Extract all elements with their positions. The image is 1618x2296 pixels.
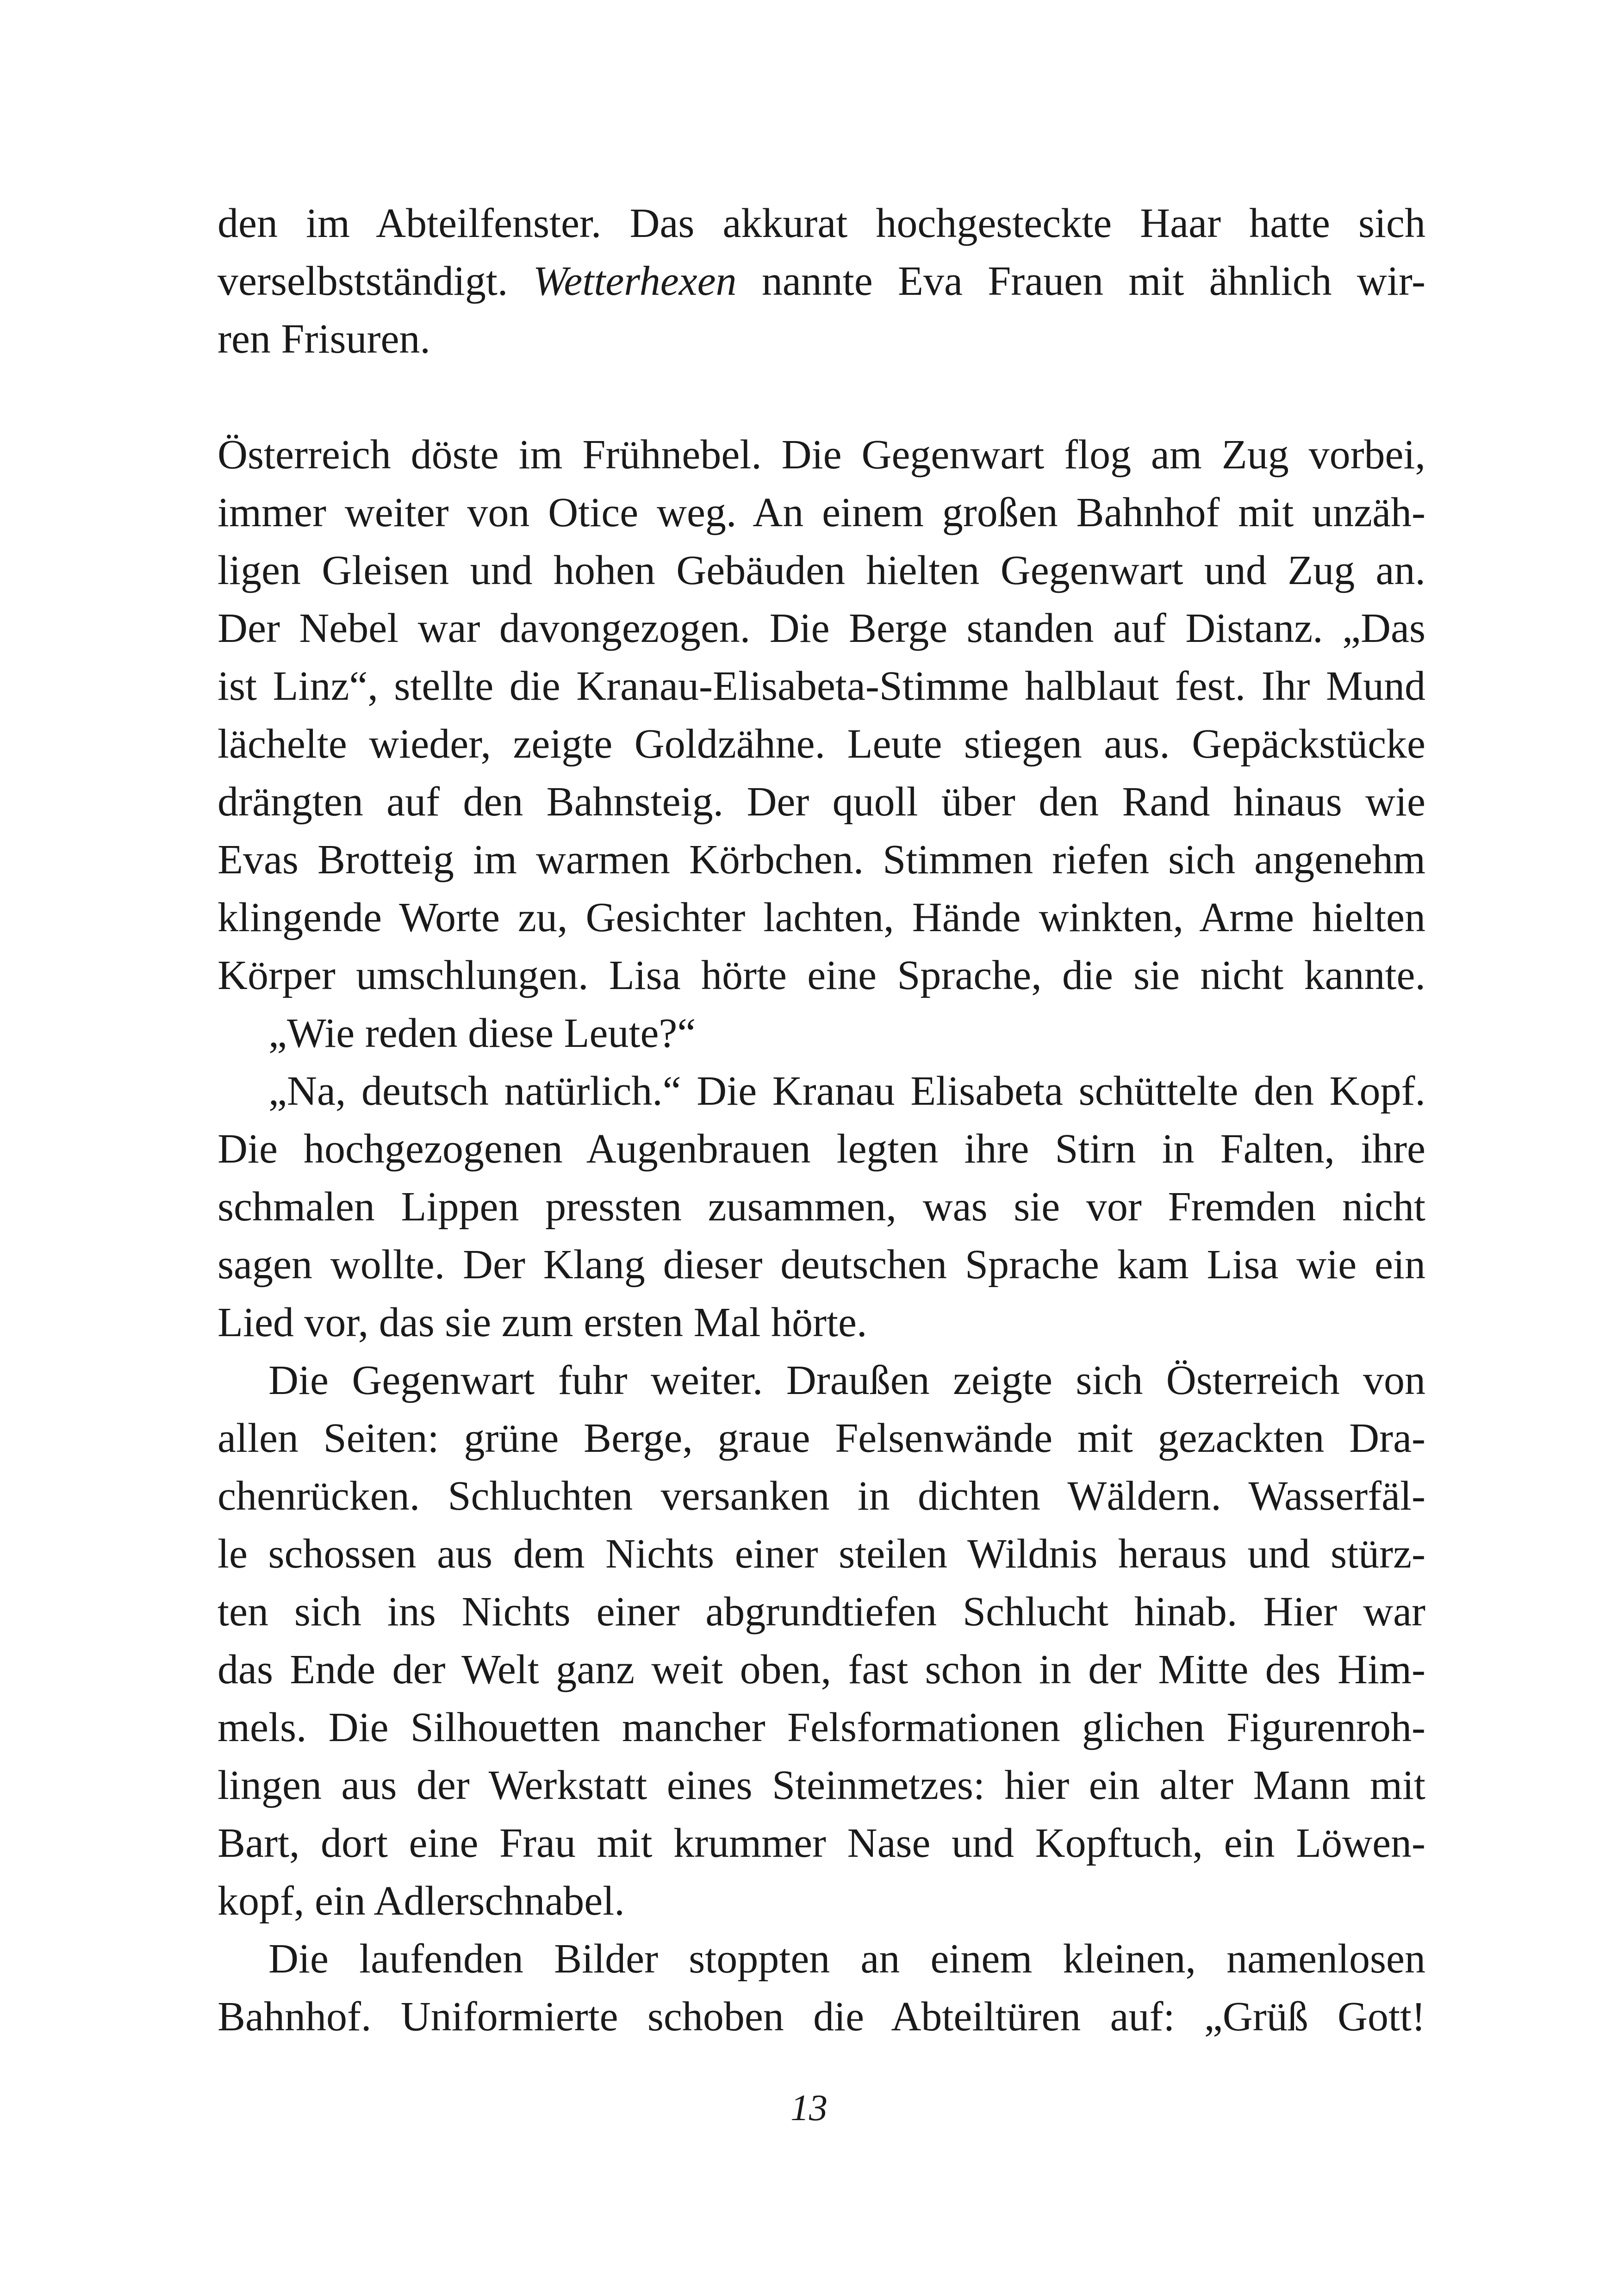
italic-term: Wetterhexen bbox=[533, 258, 737, 304]
text-line bbox=[218, 252, 1425, 310]
text-line: ren Frisuren. bbox=[218, 316, 430, 362]
section-break bbox=[218, 368, 1425, 426]
text-line: Die Gegenwart fuhr weiter. Draußen zeigte sich Österreich von bbox=[268, 1357, 1425, 1403]
page-number: 13 bbox=[790, 2088, 828, 2128]
text-line: le schossen aus dem Nichts einer steilen Wildnis heraus und stürz- bbox=[218, 1531, 1425, 1577]
text-line: „Na, deutsch natürlich.“ Die Kranau Elisabeta schüttelte den Kopf. bbox=[268, 1068, 1425, 1114]
text-line: lingen aus der Werkstatt eines Steinmetzes: hier ein alter Mann mit bbox=[218, 1762, 1425, 1808]
text-run: verselbstständigt. bbox=[218, 258, 533, 304]
text-line: kopf, ein Adlerschnabel. bbox=[218, 1878, 625, 1924]
text-line: sagen wollte. Der Klang dieser deutschen Sprache kam Lisa wie ein bbox=[218, 1242, 1425, 1288]
text-line: immer weiter von Otice weg. An einem großen Bahnhof mit unzäh- bbox=[218, 490, 1425, 535]
text-line: „Wie reden diese Leute?“ bbox=[268, 1010, 696, 1056]
text-line: chenrücken. Schluchten versanken in dichten Wäldern. Wasserfäl- bbox=[218, 1473, 1425, 1519]
text-line: das Ende der Welt ganz weit oben, fast schon in der Mitte des Him- bbox=[218, 1647, 1425, 1692]
text-line: mels. Die Silhouetten mancher Felsformationen glichen Figurenroh- bbox=[218, 1705, 1425, 1750]
text-line: Lied vor, das sie zum ersten Mal hörte. bbox=[218, 1300, 867, 1345]
text-line: Die laufenden Bilder stoppten an einem kleinen, namenlosen bbox=[268, 1936, 1425, 1982]
text-line: Evas Brotteig im warmen Körbchen. Stimmen riefen sich angenehm bbox=[218, 837, 1425, 883]
text-line: Körper umschlungen. Lisa hörte eine Sprache, die sie nicht kannte. bbox=[218, 952, 1425, 998]
text-line: Der Nebel war davongezogen. Die Berge standen auf Distanz. „Das bbox=[218, 605, 1425, 651]
text-line: Österreich döste im Frühnebel. Die Gegenwart flog am Zug vorbei, bbox=[218, 432, 1425, 478]
text-line: ligen Gleisen und hohen Gebäuden hielten Gegenwart und Zug an. bbox=[218, 548, 1425, 593]
text-line: den im Abteilfenster. Das akkurat hochgesteckte Haar hatte sich bbox=[218, 200, 1425, 246]
page-body bbox=[218, 194, 1425, 2046]
text-line: klingende Worte zu, Gesichter lachten, Hände winkten, Arme hielten bbox=[218, 895, 1425, 940]
text-line: schmalen Lippen pressten zusammen, was sie vor Fremden nicht bbox=[218, 1184, 1425, 1230]
text-run: nannte Eva Frauen mit ähnlich wir- bbox=[736, 258, 1425, 304]
text-line: drängten auf den Bahnsteig. Der quoll über den Rand hinaus wie bbox=[218, 779, 1425, 825]
text-line: allen Seiten: grüne Berge, graue Felsenwände mit gezackten Dra- bbox=[218, 1415, 1425, 1461]
text-line: Bart, dort eine Frau mit krummer Nase und Kopftuch, ein Löwen- bbox=[218, 1820, 1425, 1866]
text-line: Die hochgezogenen Augenbrauen legten ihre Stirn in Falten, ihre bbox=[218, 1126, 1425, 1172]
text-line: Bahnhof. Uniformierte schoben die Abteiltüren auf: „Grüß Gott! bbox=[218, 1994, 1425, 2040]
text-line: ist Linz“, stellte die Kranau-Elisabeta-Stimme halblaut fest. Ihr Mund bbox=[218, 663, 1425, 709]
text-line: lächelte wieder, zeigte Goldzähne. Leute stiegen aus. Gepäckstücke bbox=[218, 721, 1425, 767]
text-line: ten sich ins Nichts einer abgrundtiefen Schlucht hinab. Hier war bbox=[218, 1589, 1425, 1635]
